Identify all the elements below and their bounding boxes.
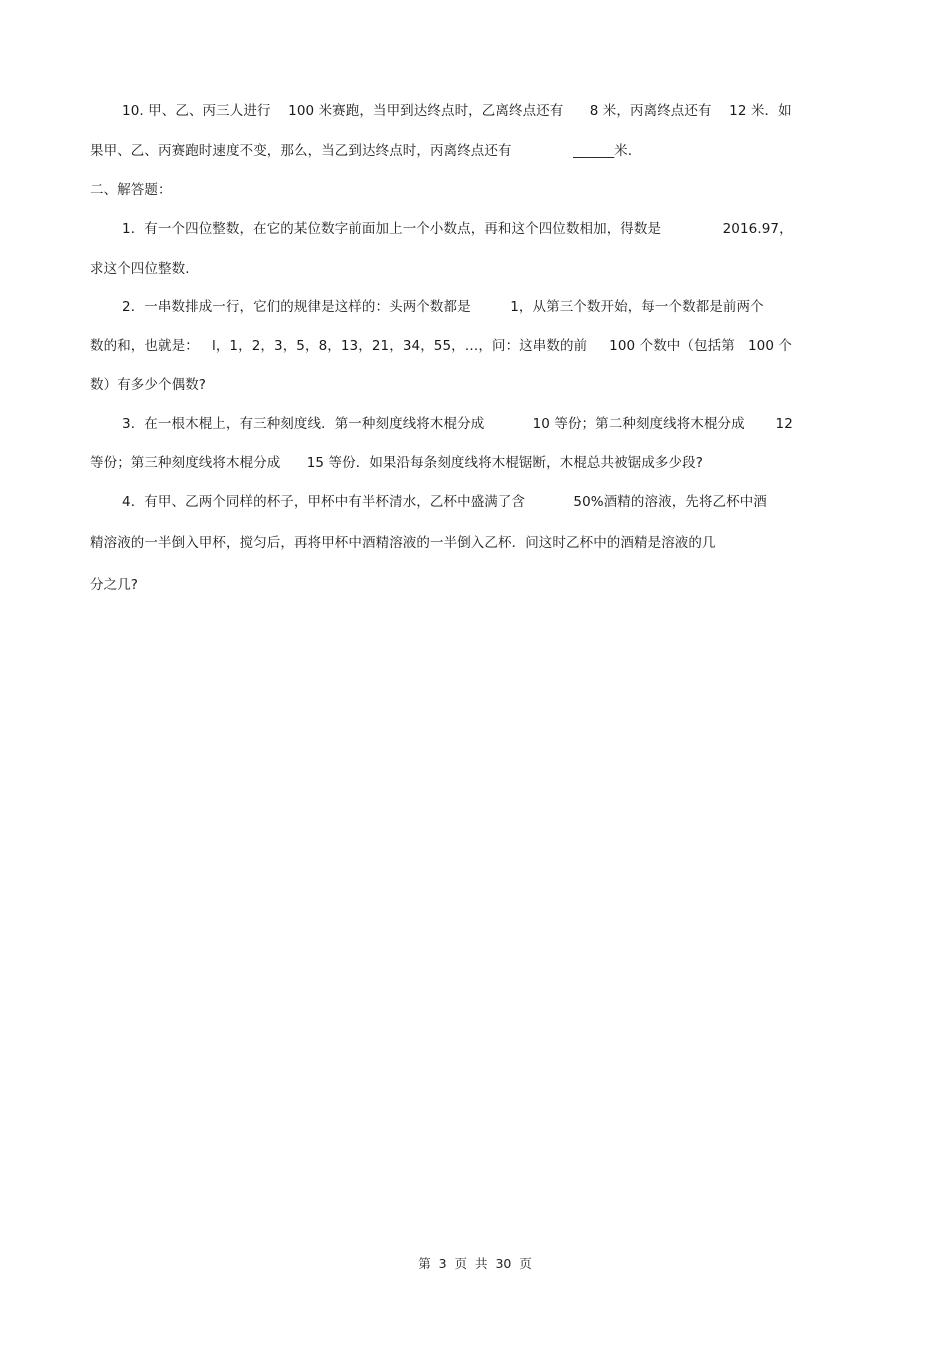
- problem-1-line-2: 求这个四位整数.: [90, 261, 190, 277]
- problem-2-line-1: 2．一串数排成一行，它们的规律是这样的：头两个数都是 1，从第三个数开始，每一个数都是前两个: [122, 299, 764, 315]
- problem-4-line-2: 精溶液的一半倒入甲杯，搅匀后，再将甲杯中酒精溶液的一半倒入乙杯．问这时乙杯中的酒精是溶液的几: [90, 535, 716, 551]
- question-10-line-2: 果甲、乙、丙赛跑时速度不变，那么，当乙到达终点时，丙离终点还有 ______米.: [90, 143, 633, 159]
- question-10-line-1: 10. 甲、乙、丙三人进行 100 米赛跑，当甲到达终点时，乙离终点还有 8 米，丙离终点还有 12 米．如: [122, 103, 792, 119]
- problem-2-line-2: 数的和，也就是： l，1，2，3，5，8，13，21，34，55，…，问：这串数的前 100 个数中（包括第 100 个: [90, 338, 793, 354]
- problem-3-line-2: 等份；第三种刻度线将木棍分成 15 等份．如果沿每条刻度线将木棍锯断，木棍总共被锯成多少段?: [90, 455, 703, 471]
- problem-1-line-1: 1．有一个四位整数，在它的某位数字前面加上一个小数点，再和这个四位数相加，得数是 2016.97，: [122, 221, 793, 237]
- problem-4-line-3: 分之几?: [90, 577, 139, 593]
- problem-4-line-1: 4．有甲、乙两个同样的杯子，甲杯中有半杯清水，乙杯中盛满了含 50%酒精的溶液，先将乙杯中酒: [122, 494, 767, 510]
- problem-3-line-1: 3．在一根木棍上，有三种刻度线．第一种刻度线将木棍分成 10 等份；第二种刻度线将木棍分成 12: [122, 416, 793, 432]
- section-heading: 二、解答题：: [90, 182, 172, 198]
- problem-2-line-3: 数）有多少个偶数?: [90, 377, 207, 393]
- page-footer: 第 3 页 共 30 页: [418, 1256, 532, 1271]
